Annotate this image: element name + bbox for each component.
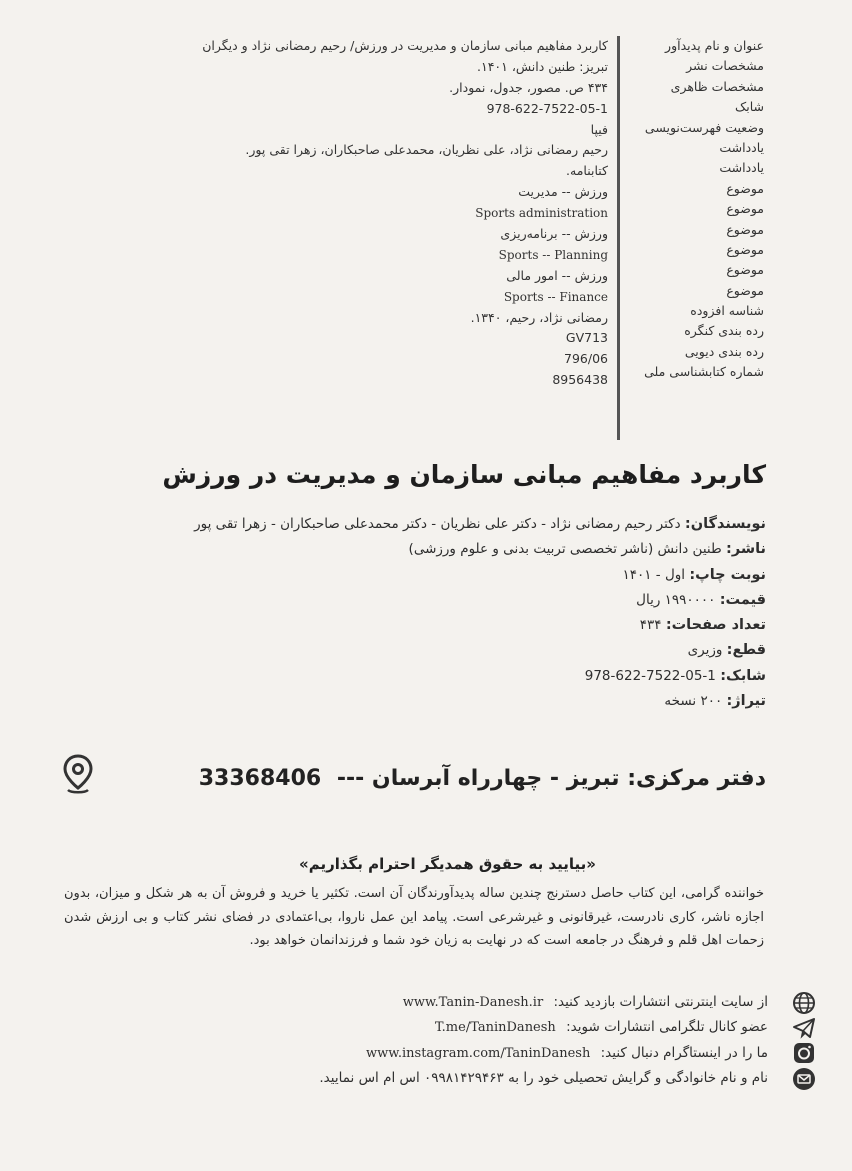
address-text: دفتر مرکزی: تبریز - چهارراه آبرسان ---: [336, 766, 766, 791]
cip-value-physical: ۴۳۴ ص. مصور، جدول، نمودار.: [449, 79, 608, 95]
detail-key: تیراژ:: [726, 693, 766, 710]
contact-sms: [128, 1066, 768, 1091]
location-pin-icon: [62, 754, 94, 794]
telegram-link[interactable]: T.me/TaninDanesh: [434, 1020, 556, 1036]
cip-value-subject: ورزش -- برنامه‌ریزی: [500, 226, 608, 242]
contact-website: [128, 990, 768, 1015]
contact-icons: [783, 990, 819, 1092]
sms-icon: [789, 1066, 819, 1091]
detail-key: قطع:: [726, 642, 766, 659]
cip-block: [44, 36, 764, 446]
cip-value-note: رحیم رمضانی نژاد، علی نظریان، محمدعلی صاحبکاران، زهرا تقی پور.: [245, 142, 608, 158]
cip-values: [202, 36, 608, 391]
cip-label: شماره کتابشناسی ملی: [644, 364, 764, 380]
address-phone: 33368406: [198, 766, 322, 791]
cip-label: یادداشت: [719, 160, 764, 176]
cip-value-subject: ورزش -- مدیریت: [518, 184, 608, 200]
cip-label: رده بندی کنگره: [684, 323, 764, 339]
detail-key: تعداد صفحات:: [665, 617, 766, 634]
detail-authors: [66, 512, 766, 537]
detail-value: 978-622-7522-05-1: [584, 667, 716, 684]
cip-value-added-entry: رمضانی نژاد، رحیم، ۱۳۴۰.: [470, 309, 608, 325]
cip-label: مشخصات نشر: [686, 58, 764, 74]
cip-value-dewey-class: 796/06: [564, 351, 608, 367]
detail-key: قیمت:: [719, 591, 766, 608]
copyright-notice-title: «بیایید به حقوق همدیگر احترام بگذاریم»: [299, 855, 596, 873]
instagram-icon: [789, 1041, 819, 1066]
copyright-notice-body: خواننده گرامی، این کتاب حاصل دسترنج چندین ساله پدیدآورندگان آن است. تکثیر یا خرید و فروش آن به هر شکل و میزان، بدون اجازه ناشر، کاری نادرست، غیرقانونی و غیرشرعی است. پیامد این عمل ناروا، بی‌اعتمادی در فضای نشر کتاب و بی ارزش شدن زحمات اهل قلم و فرهنگ در جامعه است که در نهایت به زیان خود شما و فرزندانمان خواهد بود.: [64, 886, 764, 948]
detail-value: اول - ۱۴۰۱: [622, 566, 686, 583]
cip-value-note: کتابنامه.: [566, 163, 608, 179]
head-office-address: [199, 766, 766, 791]
cip-value-publication: تبریز: طنین دانش، ۱۴۰۱.: [477, 58, 608, 74]
contact-text: ما را در اینستاگرام دنبال کنید:: [600, 1044, 768, 1061]
detail-key: نویسندگان:: [684, 516, 766, 532]
cip-value-subject: Sports -- Finance: [503, 289, 608, 304]
detail-publisher: [66, 537, 766, 562]
cip-value-subject: Sports -- Planning: [498, 247, 608, 262]
cip-value-lc-class: GV713: [565, 330, 608, 346]
telegram-icon: [789, 1015, 819, 1040]
detail-value: وزیری: [687, 642, 723, 659]
contact-telegram: [128, 1015, 768, 1040]
detail-edition: [66, 563, 766, 588]
cip-value-title: کاربرد مفاهیم مبانی سازمان و مدیریت در ورزش/ رحیم رمضانی نژاد و دیگران: [202, 38, 608, 53]
cip-label: موضوع: [726, 282, 764, 298]
cip-value-isbn: 978-622-7522-05-1: [486, 100, 608, 116]
detail-key: نوبت چاپ:: [689, 566, 766, 583]
detail-pages: [66, 613, 766, 638]
detail-price: [66, 588, 766, 613]
detail-value: ۴۳۴: [639, 617, 662, 634]
contact-instagram: [128, 1041, 768, 1066]
contact-text: عضو کانال تلگرامی انتشارات شوید:: [566, 1019, 768, 1036]
cip-label: مشخصات ظاهری: [670, 78, 764, 94]
cip-label: موضوع: [726, 201, 764, 217]
detail-value: دکتر رحیم رمضانی نژاد - دکتر علی نظریان - دکتر محمدعلی صاحبکاران - زهرا تقی پور: [194, 516, 681, 532]
globe-icon: [789, 990, 819, 1015]
cip-label: عنوان و نام پدیدآور: [665, 38, 764, 53]
cip-label: رده بندی دیویی: [684, 343, 764, 359]
cip-label: موضوع: [726, 241, 764, 257]
instagram-link[interactable]: www.instagram.com/TaninDanesh: [366, 1045, 591, 1061]
cip-label: یادداشت: [719, 139, 764, 155]
cip-label: شناسه افزوده: [690, 303, 764, 319]
detail-print-run: [66, 689, 766, 714]
detail-format: [66, 638, 766, 663]
website-link[interactable]: www.Tanin-Danesh.ir: [402, 995, 544, 1010]
cip-label: موضوع: [726, 221, 764, 237]
detail-value: طنین دانش (ناشر تخصصی تربیت بدنی و علوم ورزشی): [408, 541, 722, 558]
detail-key: شابک:: [720, 667, 766, 684]
cip-divider: [617, 36, 620, 440]
cip-label: موضوع: [726, 180, 764, 196]
detail-key: ناشر:: [726, 541, 766, 558]
book-details: [66, 512, 766, 714]
detail-isbn: [66, 664, 766, 689]
cip-label: شابک: [735, 99, 764, 115]
contact-list: [128, 990, 768, 1092]
book-title: کاربرد مفاهیم مبانی سازمان و مدیریت در ورزش: [162, 460, 766, 489]
cip-value-status: فیپا: [590, 121, 608, 137]
contact-text: از سایت اینترنتی انتشارات بازدید کنید:: [553, 994, 768, 1010]
cip-label: موضوع: [726, 262, 764, 278]
cip-value-subject: ورزش -- امور مالی: [506, 267, 608, 283]
cip-value-subject: Sports administration: [475, 206, 608, 221]
detail-value: ۲۰۰ نسخه: [664, 693, 723, 710]
cip-labels: [632, 36, 764, 383]
contact-text: نام و نام خانوادگی و گرایش تحصیلی خود را به ۰۹۹۸۱۴۲۹۴۶۳ اس ام اس نمایید.: [319, 1070, 768, 1087]
detail-value: ۱۹۹۰۰۰۰ ریال: [636, 591, 716, 608]
cip-label: وضعیت فهرست‌نویسی: [644, 119, 764, 135]
cip-value-national-number: 8956438: [552, 372, 608, 388]
